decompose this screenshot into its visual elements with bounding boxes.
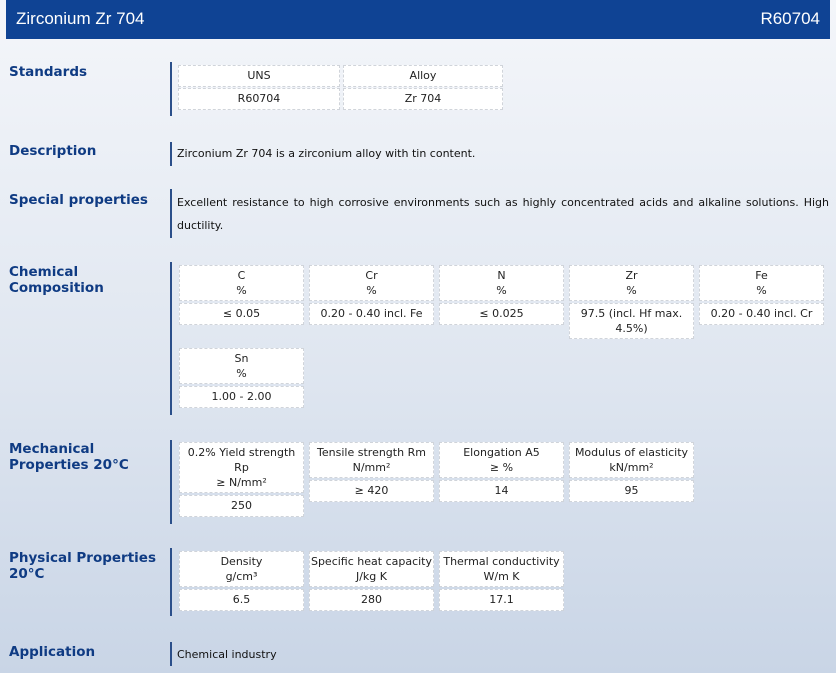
- standards-value-uns: R60704: [178, 88, 340, 110]
- page-header: [6, 0, 830, 39]
- physical-value-thermal-conductivity: 17.1: [439, 589, 564, 611]
- standards-divider: [170, 62, 172, 116]
- special-properties-line-2: ductility.: [177, 219, 224, 232]
- chemical-value-fe: 0.20 - 0.40 incl. Cr: [699, 303, 824, 325]
- special-properties-divider: [170, 189, 172, 238]
- standards-label: Standards: [9, 64, 88, 80]
- application-text: Chemical industry: [177, 648, 277, 661]
- physical-value-density: 6.5: [179, 589, 304, 611]
- standards-header-alloy: Alloy: [343, 65, 503, 87]
- chemical-header-zr: Zr %: [569, 265, 694, 301]
- chemical-value-cr: 0.20 - 0.40 incl. Fe: [309, 303, 434, 325]
- chemical-header-cr: Cr %: [309, 265, 434, 301]
- page-title: Zirconium Zr 704: [16, 9, 145, 28]
- chemical-header-fe: Fe %: [699, 265, 824, 301]
- chemical-value-n: ≤ 0.025: [439, 303, 564, 325]
- physical-header-thermal-conductivity: Thermal conductivity W/m K: [439, 551, 564, 587]
- chemical-value-zr: 97.5 (incl. Hf max. 4.5%): [569, 303, 694, 339]
- chemical-composition-divider: [170, 262, 172, 415]
- mechanical-properties-label: Mechanical Properties 20°C: [9, 441, 129, 473]
- physical-properties-label: Physical Properties 20°C: [9, 550, 156, 582]
- mechanical-header-yield-strength: 0.2% Yield strength Rp ≥ N/mm²: [179, 442, 304, 493]
- mechanical-value-yield-strength: 250: [179, 495, 304, 517]
- chemical-value-sn: 1.00 - 2.00: [179, 386, 304, 408]
- special-properties-line-1: Excellent resistance to high corrosive environments such as highly concentrated acids and alkaline solutions. High: [177, 196, 829, 209]
- standards-header-uns: UNS: [178, 65, 340, 87]
- mechanical-properties-divider: [170, 440, 172, 524]
- mechanical-header-tensile-strength: Tensile strength Rm N/mm²: [309, 442, 434, 478]
- description-label: Description: [9, 143, 97, 159]
- special-properties-label: Special properties: [9, 192, 148, 208]
- application-divider: [170, 642, 172, 666]
- chemical-header-sn: Sn %: [179, 348, 304, 384]
- mechanical-value-modulus: 95: [569, 480, 694, 502]
- physical-value-specific-heat: 280: [309, 589, 434, 611]
- physical-header-specific-heat: Specific heat capacity J/kg K: [309, 551, 434, 587]
- material-code: R60704: [760, 9, 820, 28]
- mechanical-header-modulus: Modulus of elasticity kN/mm²: [569, 442, 694, 478]
- mechanical-value-tensile-strength: ≥ 420: [309, 480, 434, 502]
- chemical-value-c: ≤ 0.05: [179, 303, 304, 325]
- chemical-composition-label: Chemical Composition: [9, 264, 104, 296]
- application-label: Application: [9, 644, 96, 660]
- description-divider: [170, 142, 172, 166]
- mechanical-value-elongation: 14: [439, 480, 564, 502]
- standards-value-alloy: Zr 704: [343, 88, 503, 110]
- physical-properties-divider: [170, 548, 172, 616]
- mechanical-header-elongation: Elongation A5 ≥ %: [439, 442, 564, 478]
- description-text: Zirconium Zr 704 is a zirconium alloy with tin content.: [177, 147, 476, 160]
- chemical-header-n: N %: [439, 265, 564, 301]
- physical-header-density: Density g/cm³: [179, 551, 304, 587]
- chemical-header-c: C %: [179, 265, 304, 301]
